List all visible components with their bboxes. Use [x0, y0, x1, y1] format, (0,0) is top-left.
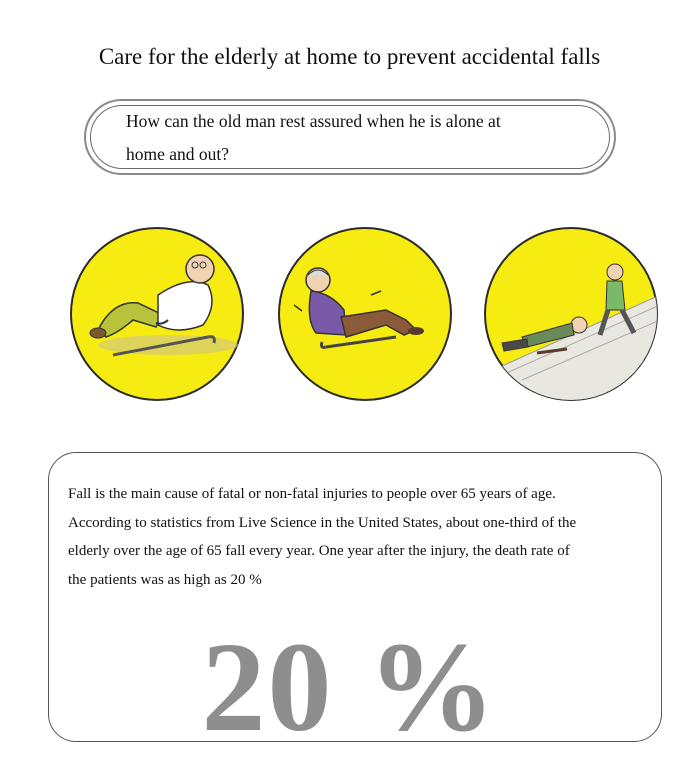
elderly-man-falling-dropping-cane-icon	[276, 225, 454, 403]
elderly-man-fallen-on-stairs-helper-running-icon	[482, 225, 660, 403]
elderly-man-lying-fallen-with-cane-icon	[68, 225, 246, 403]
info-line-2: According to statistics from Live Science in the United States, about one-third of the	[68, 514, 577, 531]
question-callout	[84, 99, 616, 175]
info-line-3: elderly over the age of 65 fall every year. One year after the injury, the death rate of	[68, 543, 570, 559]
question-line-2: home and out?	[126, 144, 230, 164]
info-text	[68, 480, 668, 594]
info-line-4: the patients was as high as 20 %	[68, 571, 262, 588]
question-line-1: How can the old man rest assured when he is alone at	[126, 111, 501, 131]
question-text	[126, 105, 586, 171]
illustration-fallen-man-2	[276, 225, 454, 403]
page-title: Care for the elderly at home to prevent accidental falls	[98, 44, 601, 69]
info-line-1: Fall is the main cause of fatal or non-fatal injuries to people over 65 years of age.	[68, 486, 556, 502]
big-percentage: 20 %	[201, 616, 498, 758]
illustration-fallen-man-3	[482, 225, 660, 403]
illustration-fallen-man-1	[68, 225, 246, 403]
